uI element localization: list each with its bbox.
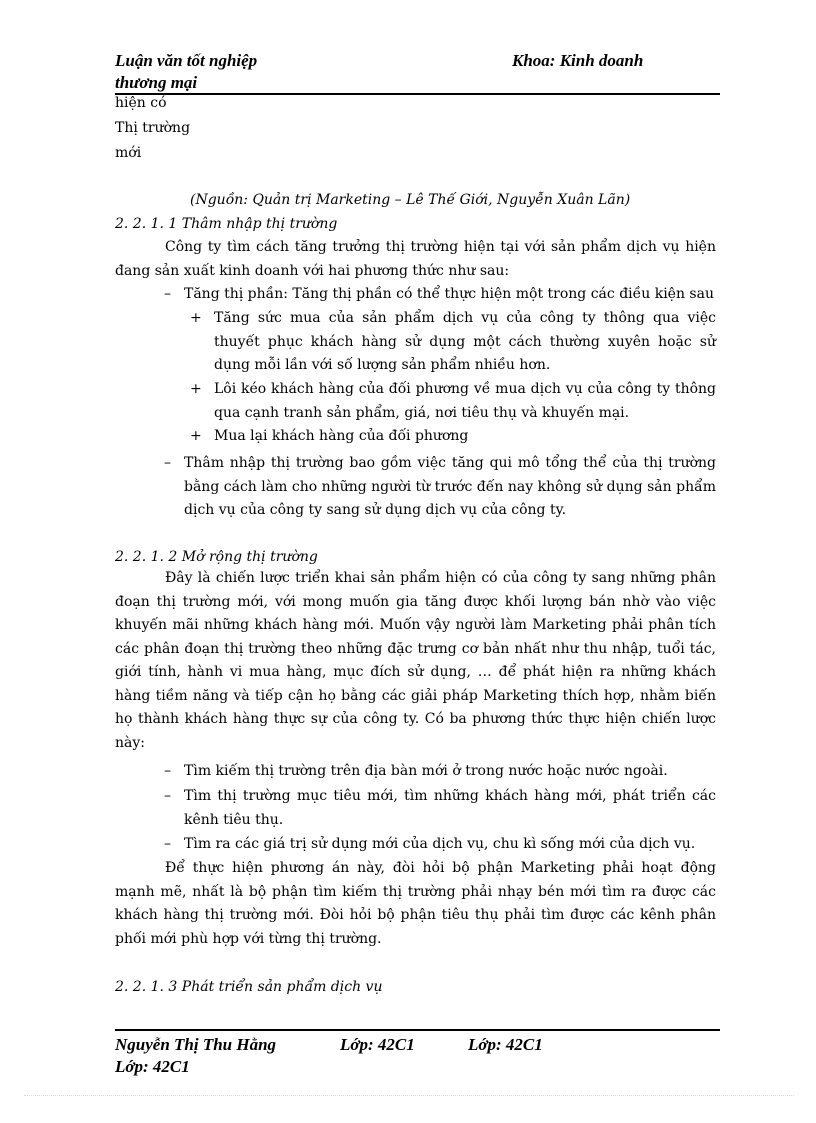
section1-dash1: Tăng thị phần: Tăng thị phần có thể thực hiện một trong các điều kiện sau (184, 286, 714, 302)
plus-bullet: + (190, 381, 202, 397)
header-left-line2: thương mại (115, 73, 198, 92)
section2-dash-1: Tìm kiếm thị trường trên địa bàn mới ở trong nước hoặc nước ngoài. (184, 763, 668, 779)
header-left-line1: Luận văn tốt nghiệp (115, 51, 258, 70)
header-right: Khoa: Kinh doanh (512, 51, 644, 70)
top-word-2: Thị trường (115, 120, 191, 136)
footer-class-1: Lớp: 42C1 (340, 1035, 415, 1054)
section2-heading: 2. 2. 1. 2 Mở rộng thị trường (115, 549, 318, 565)
footer-class-2: Lớp: 42C1 (468, 1035, 543, 1054)
section3-heading: 2. 2. 1. 3 Phát triển sản phẩm dịch vụ (115, 979, 383, 995)
section2-closing: Để thực hiện phương án này, đòi hỏi bộ phận Marketing phải hoạt động mạnh mẽ, nhất là bộ phận tìm kiếm thị trường phải nhạy bén mới tìm ra được các khách hàng thị trường mới. Đòi hỏi bộ phận tiêu thụ phải tìm được các kênh phân phối mới phù hợp với từng thị trường. (115, 860, 716, 947)
page-bottom-divider (24, 1095, 794, 1096)
dash-bullet: – (164, 286, 171, 302)
footer-name: Nguyễn Thị Thu Hằng (115, 1035, 277, 1054)
header-rule (115, 93, 720, 95)
plus-bullet: + (190, 428, 202, 444)
plus-item-3: Mua lại khách hàng của đối phương (214, 428, 469, 444)
plus-item-1: Tăng sức mua của sản phẩm dịch vụ của công ty thông qua việc thuyết phục khách hàng sử dụng một cách thường xuyên hoặc sử dụng mỗi lần với số lượng sản phẩm nhiều hơn. (214, 310, 716, 373)
section1-dash2: Thâm nhập thị trường bao gồm việc tăng qui mô tổng thể của thị trường bằng cách làm cho những người từ trước đến nay không sử dụng sản phẩm dịch vụ của công ty sang sử dụng dịch vụ của công ty. (184, 455, 716, 518)
plus-item-2: Lôi kéo khách hàng của đối phương về mua dịch vụ của công ty thông qua cạnh tranh sản phẩm, giá, nơi tiêu thụ và khuyến mại. (214, 381, 716, 421)
section2-intro: Đây là chiến lược triển khai sản phẩm hiện có của công ty sang những phân đoạn thị trường mới, với mong muốn gia tăng được khối lượng bán nhờ vào việc khuyến mãi những khách hàng mới. Muốn vậy người làm Marketing phải phân tích các phân đoạn thị trường theo những đặc trưng cơ bản nhất như thu nhập, tuổi tác, giới tính, hành vi mua hàng, mục đích sử dụng, … để phát hiện ra những khách hàng tiềm năng và tiếp cận họ bằng các giải pháp Marketing thích hợp, nhằm biến họ thành khách hàng thực sự của công ty. Có ba phương thức thực hiện chiến lược này: (115, 570, 716, 751)
top-word-3: mới (115, 145, 142, 161)
section2-dash-3: Tìm ra các giá trị sử dụng mới của dịch vụ, chu kì sống mới của dịch vụ. (184, 836, 696, 852)
dash-bullet: – (164, 788, 171, 804)
section1-heading: 2. 2. 1. 1 Thâm nhập thị trường (115, 216, 338, 232)
dash-bullet: – (164, 455, 171, 471)
dash-bullet: – (164, 836, 171, 852)
dash-bullet: – (164, 763, 171, 779)
source-note: (Nguồn: Quản trị Marketing – Lê Thế Giới, Nguyễn Xuân Lãn) (190, 192, 631, 208)
section1-intro: Công ty tìm cách tăng trưởng thị trường hiện tại với sản phẩm dịch vụ hiện đang sản xuất kinh doanh với hai phương thức như sau: (115, 239, 716, 279)
section2-dash-2: Tìm thị trường mục tiêu mới, tìm những khách hàng mới, phát triển các kênh tiêu thụ. (184, 788, 716, 828)
footer-class-3: Lớp: 42C1 (115, 1057, 190, 1076)
top-word-1: hiện có (115, 95, 167, 111)
footer-rule (115, 1029, 720, 1031)
plus-bullet: + (190, 310, 202, 326)
